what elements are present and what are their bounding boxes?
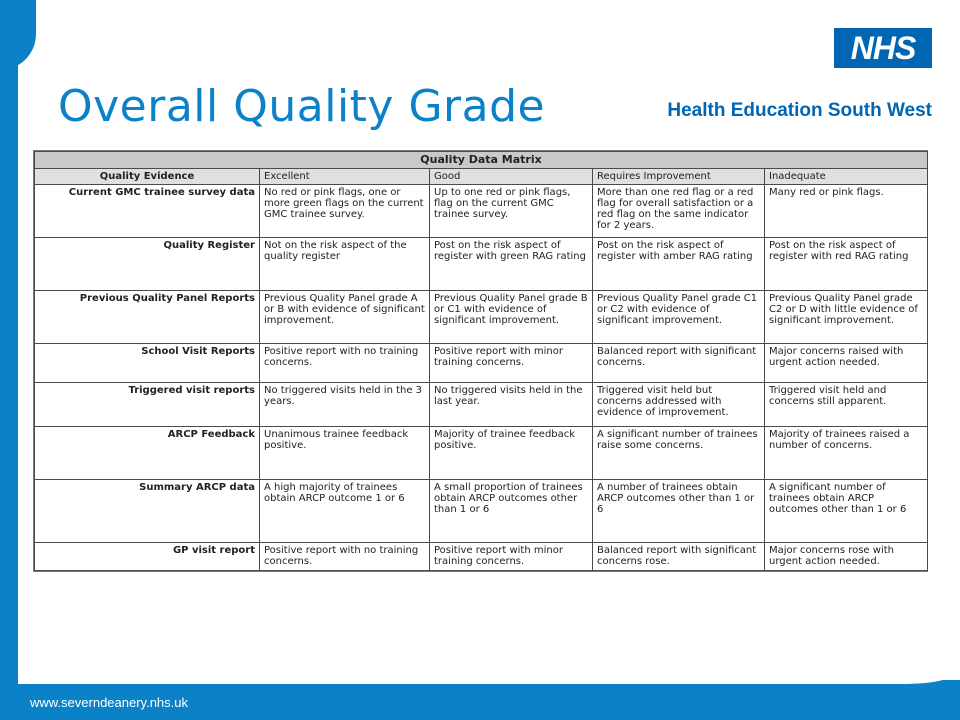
left-accent-bar [0,0,18,720]
row-label: Quality Register [35,237,260,290]
matrix-title: Quality Data Matrix [35,152,928,169]
cell-good: Post on the risk aspect of register with green RAG rating [430,237,593,290]
row-label: Previous Quality Panel Reports [35,290,260,343]
cell-good: A small proportion of trainees obtain ARCP outcomes other than 1 or 6 [430,480,593,543]
organisation-name: Health Education South West [667,100,932,121]
row-label: Triggered visit reports [35,382,260,427]
cell-inadequate: Major concerns rose with urgent action needed. [765,543,928,571]
header-quality-evidence: Quality Evidence [35,169,260,185]
cell-requires-improvement: A significant number of trainees raise some concerns. [593,427,765,480]
cell-requires-improvement: Balanced report with significant concerns. [593,343,765,382]
header-good: Good [430,169,593,185]
quality-data-matrix [33,150,928,572]
nhs-logo-text: NHS [850,29,916,66]
cell-excellent: Previous Quality Panel grade A or B with evidence of significant improvement. [260,290,430,343]
cell-excellent: Positive report with no training concerns. [260,343,430,382]
cell-inadequate: Post on the risk aspect of register with red RAG rating [765,237,928,290]
cell-requires-improvement: Balanced report with significant concerns rose. [593,543,765,571]
page-title: Overall Quality Grade [58,81,546,133]
cell-requires-improvement: Post on the risk aspect of register with amber RAG rating [593,237,765,290]
cell-good: Positive report with minor training concerns. [430,343,593,382]
cell-excellent: No triggered visits held in the 3 years. [260,382,430,427]
cell-inadequate: Many red or pink flags. [765,185,928,238]
table-row [35,543,928,571]
nhs-logo [834,28,932,68]
cell-inadequate: Major concerns raised with urgent action needed. [765,343,928,382]
cell-excellent: Positive report with no training concerns. [260,543,430,571]
cell-excellent: Not on the risk aspect of the quality register [260,237,430,290]
cell-requires-improvement: Triggered visit held but concerns addressed with evidence of improvement. [593,382,765,427]
cell-excellent: A high majority of trainees obtain ARCP outcome 1 or 6 [260,480,430,543]
cell-requires-improvement: Previous Quality Panel grade C1 or C2 with evidence of significant improvement. [593,290,765,343]
row-label: Summary ARCP data [35,480,260,543]
matrix-header-row [35,169,928,185]
cell-requires-improvement: More than one red flag or a red flag for overall satisfaction or a red flag on the same indicator for 2 years. [593,185,765,238]
header-inadequate: Inadequate [765,169,928,185]
table-row [35,185,928,238]
left-accent-curve [0,0,36,70]
table-row [35,382,928,427]
cell-inadequate: A significant number of trainees obtain ARCP outcomes other than 1 or 6 [765,480,928,543]
header-excellent: Excellent [260,169,430,185]
cell-excellent: Unanimous trainee feedback positive. [260,427,430,480]
cell-good: Previous Quality Panel grade B or C1 with evidence of significant improvement. [430,290,593,343]
cell-good: No triggered visits held in the last year. [430,382,593,427]
matrix-table [34,151,928,571]
cell-good: Positive report with minor training concerns. [430,543,593,571]
cell-good: Majority of trainee feedback positive. [430,427,593,480]
footer-url: www.severndeanery.nhs.uk [30,695,189,710]
cell-inadequate: Majority of trainees raised a number of concerns. [765,427,928,480]
table-row [35,237,928,290]
header-requires-improvement: Requires Improvement [593,169,765,185]
cell-inadequate: Triggered visit held and concerns still apparent. [765,382,928,427]
table-row [35,480,928,543]
row-label: School Visit Reports [35,343,260,382]
cell-excellent: No red or pink flags, one or more green flags on the current GMC trainee survey. [260,185,430,238]
cell-requires-improvement: A number of trainees obtain ARCP outcomes other than 1 or 6 [593,480,765,543]
table-row [35,290,928,343]
row-label: Current GMC trainee survey data [35,185,260,238]
matrix-title-row [35,152,928,169]
table-row [35,343,928,382]
cell-good: Up to one red or pink flags, flag on the current GMC trainee survey. [430,185,593,238]
row-label: GP visit report [35,543,260,571]
table-row [35,427,928,480]
row-label: ARCP Feedback [35,427,260,480]
cell-inadequate: Previous Quality Panel grade C2 or D with little evidence of significant improvement. [765,290,928,343]
